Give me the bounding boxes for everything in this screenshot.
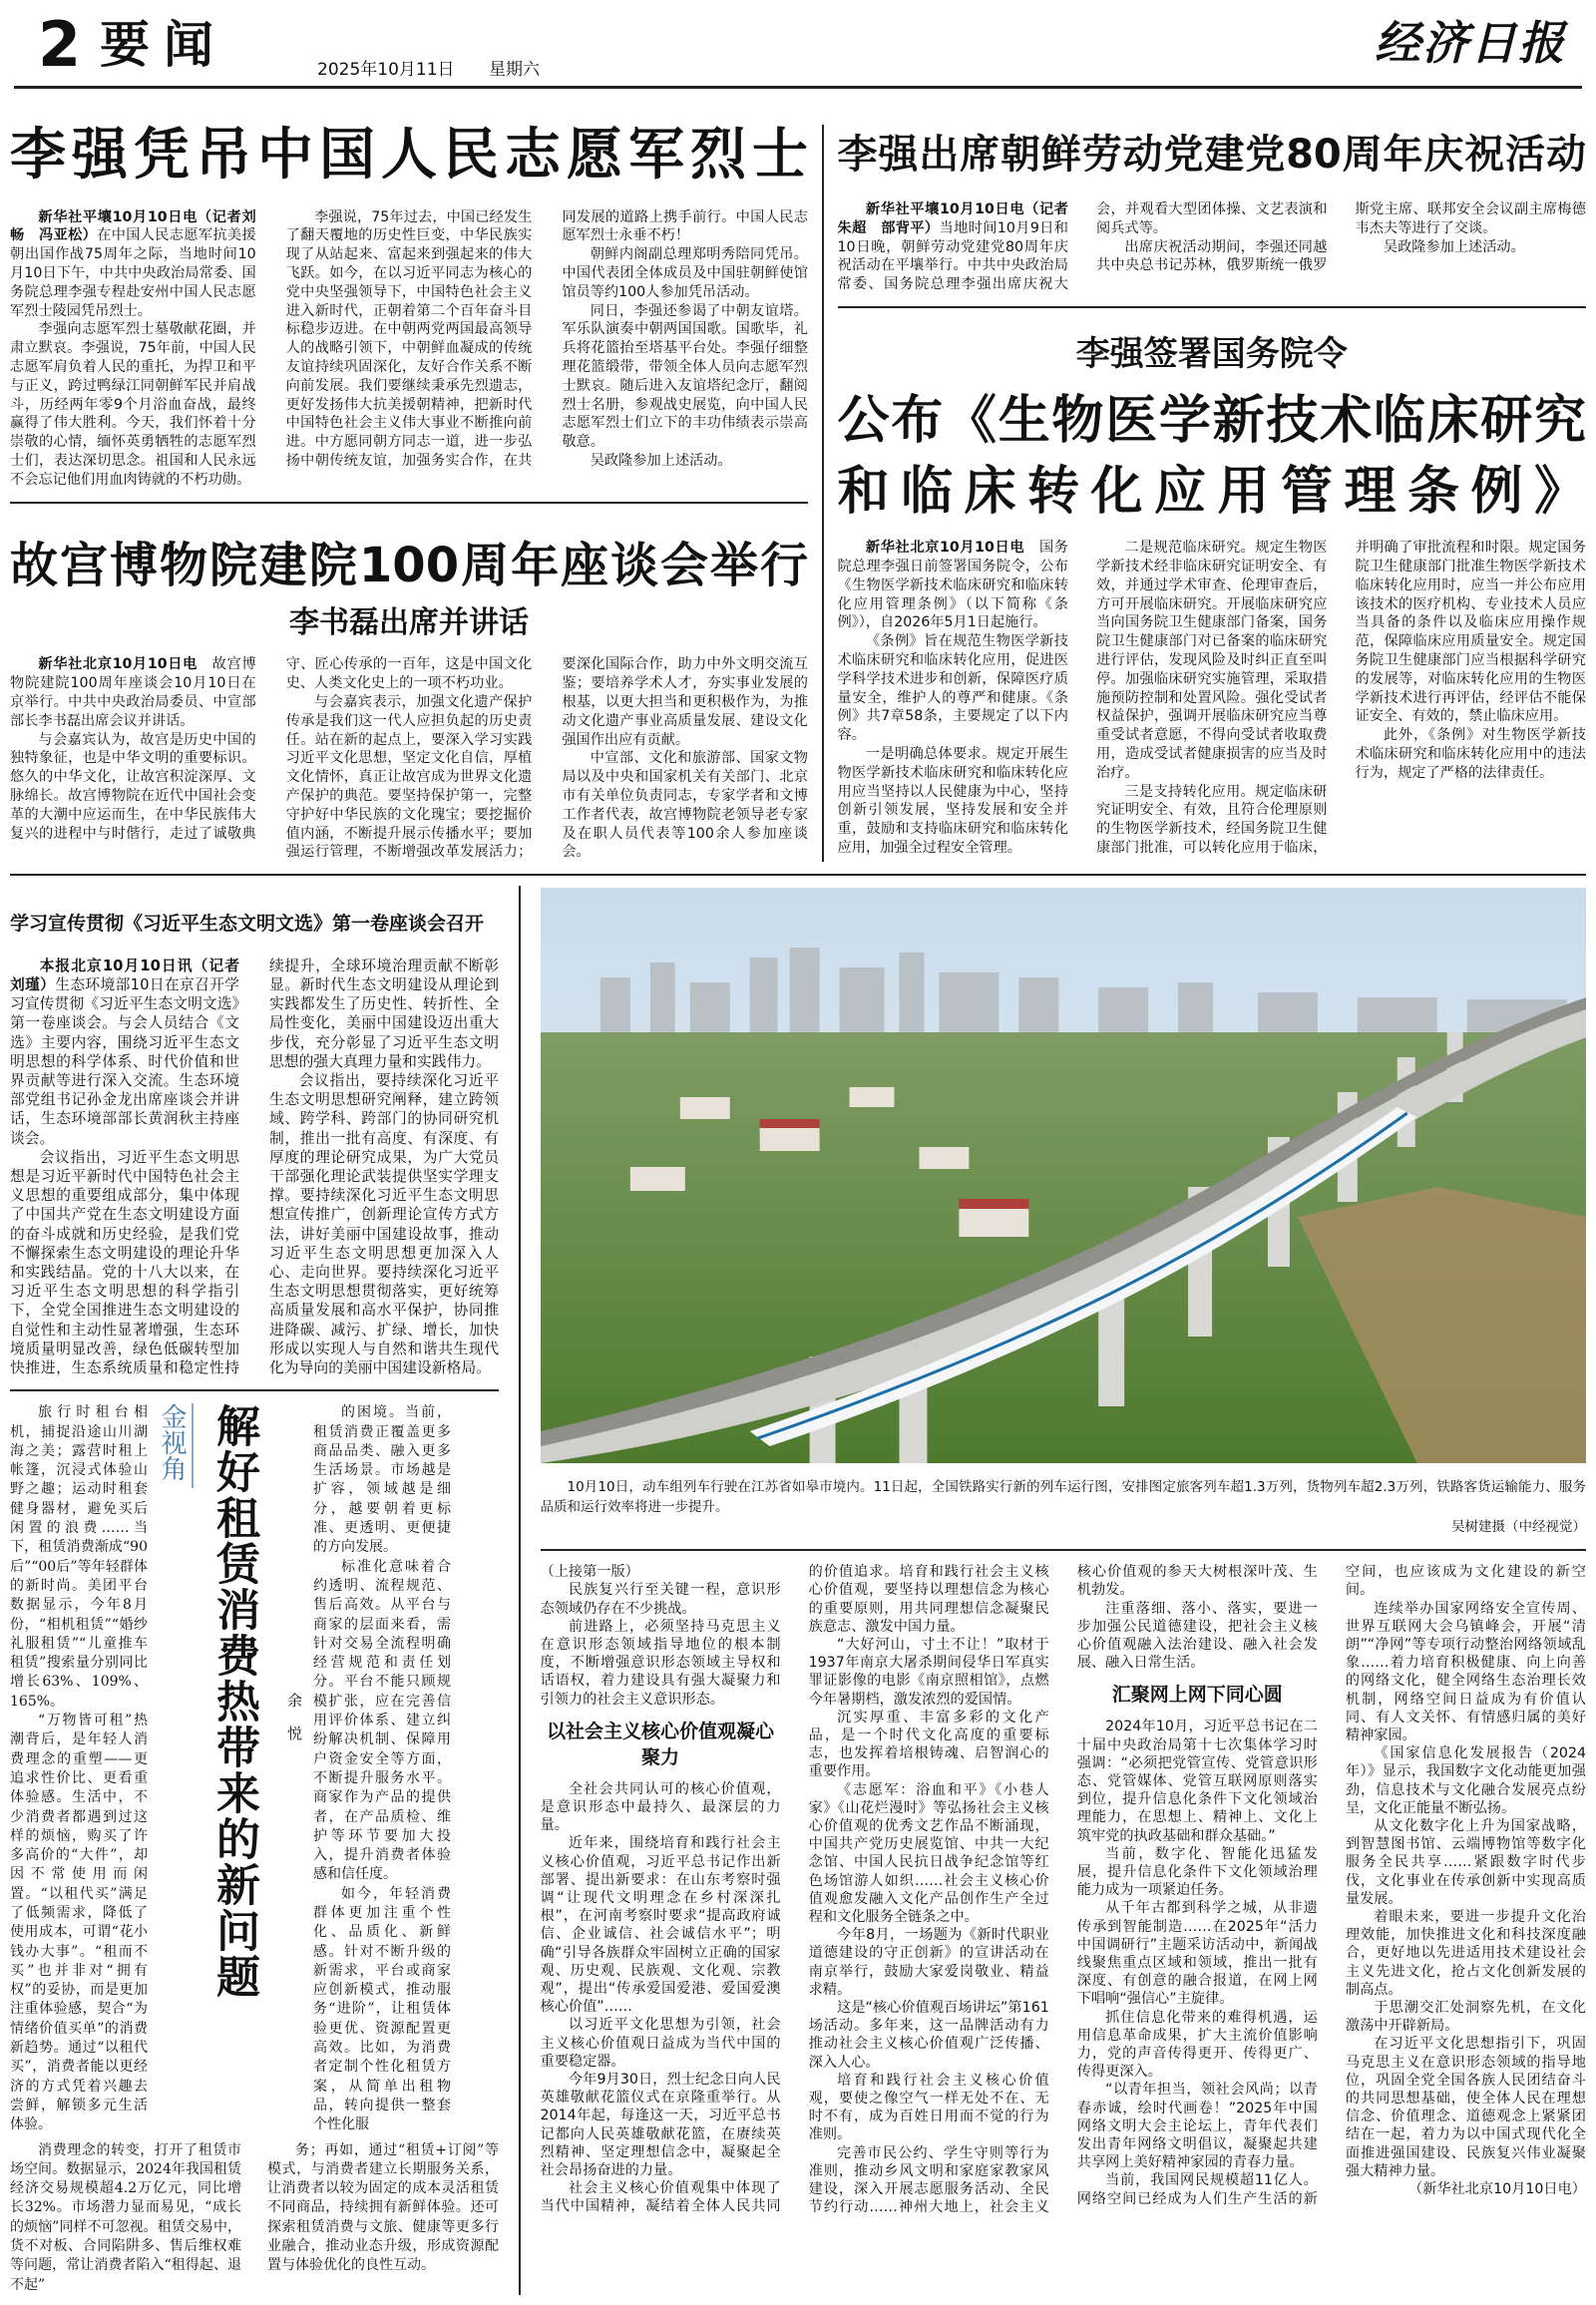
dateline: 新华社北京10月10日电: [865, 540, 1025, 557]
paragraph-text: 标准化意味着合约透明、流程规范、售后高效。从平台与商家的层面来看，需针对交易全流程明确经营规范和责任划分。平台不能只顾规模扩张，应在完善信用评价体系、建立纠纷解决机制、保障用户资金安全等方面，不断提升服务水平。商家作为产品的提供者，在产品质检、维护等环节要加大投入，提升消费者体验感和信任度。: [313, 1558, 451, 1883]
paragraph-text: 的困境。当前，租赁消费正覆盖更多商品品类、融入更多生活场景。市场越是扩容，领域越是细分，越要朝着更标准、更透明、更便捷的方向发展。: [313, 1404, 451, 1556]
paragraph-text: 同日，李强还参谒了中朝友谊塔。军乐队演奏中朝两国国歌。国歌毕，礼兵将花篮抬至塔基平台处。李强仔细整理花篮缎带，带领全体人员向志愿军烈士默哀。随后进入友谊塔纪念厅，翻阅烈士名册，参观战史展览，向中国人民志愿军烈士们立下的丰功伟绩表示崇高敬意。: [562, 302, 808, 451]
paragraph-text: 如今，年轻消费群体更加注重个性化、品质化、新鲜感。针对不断升级的新需求，平台或商家应创新模式，推动服务“进阶”，让租赁体验更优、资源配置更高效。比如，为消费者定制个性化租赁方案，从简单出租物品，转向提供一整套个性化服: [313, 1885, 451, 2133]
paragraph-text: 社会主义核心价值观集中体现了当代中国精神，凝结着全体人民共同的价值追求。培育和践行社会主义核心价值观，要坚持以理想信念为核心的重要原则，用共同理想信念凝聚民族意志、激发中国力量。: [540, 1564, 1049, 2215]
paragraph-text: 2024年10月，习近平总书记在二十届中央政治局第十七次集体学习时强调：“必须把党管宣传、党管意识形态、党管媒体、党管互联网原则落实到位，提升信息化条件下文化领域治理能力，在思想上、精神上、文化上筑牢党的执政基础和群众基础。”: [1076, 1719, 1318, 1844]
paragraph-text: 连续举办国家网络安全宣传周、世界互联网大会乌镇峰会，开展“清朗”“净网”等专项行动整治网络领域乱象……着力培育积极健康、向上向善的网络文化，健全网络生态治理长效机制，网络空间日益成为有价值认同、有人文关怀、有情感归属的美好精神家园。: [1345, 1600, 1586, 1743]
paragraph: [838, 632, 1069, 745]
column-divider: [519, 886, 521, 2295]
paragraph: [838, 539, 1069, 632]
newspaper-logo: 经济日报: [1375, 16, 1566, 70]
headline-regulation-line2: 和临床转化应用管理条例》: [837, 461, 1586, 522]
subheadline-palace-museum: 李书磊出席并讲话: [289, 605, 529, 641]
paragraph-text: 前进路上，必须坚持马克思主义在意识形态领域指导地位的根本制度，不断增强意识形态领域主导权和话语权，着力建设具有强大凝聚力和引领力的社会主义意识形态。: [540, 1618, 781, 1708]
paragraph: [562, 749, 808, 862]
paragraph-text: 以社会主义核心价值观凝心聚力: [547, 1720, 775, 1768]
top-right-column: [838, 125, 1587, 862]
top-band: [10, 125, 1586, 862]
paragraph-text: 务；再如，通过“租赁+订阅”等模式，与消费者建立长期服务关系，让消费者以较为固定的成本灵活租赁不同商品，持续拥有新鲜体验。还可探索租赁消费与文旅、健康等更多行业融合，推动业态升级，形成资源配置与体验优化的良性互动。: [267, 2141, 499, 2274]
article-rental-right-bottom: [267, 2141, 499, 2295]
paragraph: [809, 2072, 1049, 2144]
paragraph: [10, 655, 256, 730]
section-rule: [10, 1389, 499, 1391]
paragraph: [313, 1403, 451, 1557]
paragraph: [1077, 2081, 1318, 2171]
subheading: [541, 1719, 781, 1770]
paragraph-text: 全社会共同认可的核心价值观，是意识形态中最持久、最深层的力量。: [540, 1780, 781, 1834]
paragraph: [313, 1885, 451, 2135]
paragraph: [1346, 2180, 1586, 2198]
paragraph: [10, 1712, 148, 2135]
paragraph-text: 沉实厚重、丰富多彩的文化产品，是一个时代文化高度的重要标志，也发挥着培根铸魂、启智润心的重要作用。: [808, 1709, 1049, 1780]
masthead-rule: [14, 86, 1582, 89]
paragraph-text: 着眼未来，要进一步提升文化治理效能，加快推进文化和科技深度融合，更好地以先进适用技术建设社会主义先进文化，抢占文化创新发展的制高点。: [1345, 1908, 1586, 1998]
paragraph-text: 在习近平文化思想指引下，巩固马克思主义在意识形态领域的指导地位，巩固全党全国各族人民团结奋斗的共同思想基础，使全体人民在理想信念、价值理念、道德观念上紧紧团结在一起，着力为以中国式现代化全面推进强国建设、民族复兴伟业凝聚强大精神力量。: [1345, 2036, 1586, 2179]
paragraph: [1346, 2035, 1586, 2180]
headline-wpk-anniversary: 李强出席朝鲜劳动党建党80周年庆祝活动: [837, 132, 1586, 178]
paragraph: [541, 1563, 781, 1581]
paragraph-text: 从千年古都到科学之城，从非遗传承到智能制造……在2025年“活力中国调研行”主题采访活动中，新闻战线聚焦重点区域和领域，推出一批有深度、有创意的融合报道，在网上网下唱响“强信心”主旋律。: [1076, 1900, 1318, 2008]
paragraph-text: 当前，数字化、智能化迅猛发展，提升信息化条件下文化领域治理能力成为一项紧迫任务。: [1076, 1845, 1318, 1899]
paragraph: [562, 245, 808, 301]
paragraph-text: 《条例》旨在规范生物医学新技术临床研究和临床转化应用，促进医学科学技术进步和创新，保障医疗质量安全，维护人的尊严和健康。《条例》共7章58条，主要规定了以下内容。: [837, 633, 1068, 744]
paragraph: [1096, 539, 1328, 782]
headline-palace-museum: 故宫博物院建院100周年座谈会举行: [10, 537, 808, 593]
article-ecology-body: [10, 957, 499, 1377]
headline-rental: 解好租赁消费热带来的新问题: [208, 1403, 259, 2001]
paragraph-text: 于思潮交汇处洞察先机，在文化激荡中开辟新局。: [1345, 1999, 1586, 2035]
paragraph: [1346, 1817, 1586, 1908]
section-rule: [541, 1549, 1587, 1551]
paragraph: [1077, 1899, 1318, 2008]
paragraph-text: 近年来，围绕培育和践行社会主义核心价值观，习近平总书记作出新部署、提出新要求：在山东考察时强调“让现代文明理念在乡村深深扎根”，在河南考察时要求“提高政府诚信、企业诚信、社会诚信水平”；明确“引导各族群众牢固树立正确的国家观、历史观、民族观、文化观、宗教观”，提出“传承爱国爱港、爱国爱澳核心价值”……: [540, 1835, 781, 2016]
photo-caption-text: 10月10日，动车组列车行驶在江苏省如皋市境内。11日起，全国铁路实行新的列车运行图，安排图定旅客列车超1.3万列，货物列车超2.3万列，铁路客货运输能力、服务品质和运行效率将进一步提升。: [540, 1479, 1586, 1516]
paragraph-text: 会议指出，要持续深化习近平生态文明思想研究阐释，建立跨领域、跨学科、跨部门的协同研究机制，推出一批有高度、有深度、有厚度的理论研究成果，为广大党员干部强化理论武装提供坚实学理支撑。要持续深化习近平生态文明思想宣传推广，创新理论宣传方式方法，讲好美丽中国建设故事，推动习近平生态文明思想更加深入人心、走向世界。要持续深化习近平生态文明思想贯彻落实，更好统筹高质量发展和高水平保护，协同推进降碳、减污、扩绿、增长，加快形成以实现人与自然和谐共生现代化为导向的美丽中国建设新格局。: [269, 1072, 499, 1377]
paragraph-text: 国务院总理李强日前签署国务院令，公布《生物医学新技术临床研究和临床转化应用管理条例》（以下简称《条例》），自2026年5月1日起施行。: [837, 540, 1068, 631]
article-rental-left: [10, 1403, 148, 2134]
page-number: 2: [38, 8, 82, 81]
paragraph-text: 故宫博物院建院100周年座谈会10月10日在京举行。中共中央政治局委员、中宣部部长李书磊出席会议并讲话。: [10, 656, 256, 729]
paragraph: [809, 1999, 1049, 2072]
photo-credit: 吴树建摄（中经视觉）: [1451, 1519, 1586, 1536]
paragraph: [809, 1709, 1049, 1781]
paragraph-text: 培育和践行社会主义核心价值观，要使之像空气一样无处不在、无时不有，成为百姓日用而不觉的行为准则。: [808, 2072, 1049, 2143]
article-wpk-body: [838, 200, 1587, 294]
article-palace-body: [10, 655, 808, 862]
paragraph-text: 会议指出，习近平生态文明思想是习近平新时代中国特色社会主义思想的重要组成部分，集中体现了中国共产党在生态文明建设方面的奋斗成就和历史经验，是我们党不懈探索生态文明建设的理论升华和实践结晶。党的十八大以来，在习近平生态文明思想的科学指引下，全党全国推进生态文明建设的自觉性和主动性显著增强，生态环境质量明显改善，绿色低碳转型加快推进，生态系统质量和稳定性持续提升，全球环境治理贡献不断彰显。新时代生态文明建设从理论到实践都发生了历史性、转折性、全局性变化，美丽中国建设迈出重大步伐，充分彰显了习近平生态文明思想的强大真理力量和实践伟力。: [10, 957, 499, 1377]
paragraph-text: 《志愿军：浴血和平》《小巷人家》《山花烂漫时》等弘扬社会主义核心价值观的优秀文艺作品不断涌现，中国共产党历史展览馆、中共一大纪念馆、中国人民抗日战争纪念馆等红色场馆游人如织……社会主义核心价值观愈发融入文化产品创作生产全过程和文化服务全链条之中。: [808, 1781, 1049, 1925]
column-divider: [822, 125, 824, 862]
paragraph-text: 今年8月，一场题为《新时代职业道德建设的守正创新》的宣讲活动在南京举行，鼓励大家爱岗敬业、精益求精。: [808, 1927, 1049, 1998]
paragraph-text: 与会嘉宾认为，故宫是历史中国的独特象征，也是中华文明的重要标识。悠久的中华文化，让故宫积淀深厚、文脉绵长。故宫博物院在近代中国社会变革的大潮中应运而生，在中华民族伟大复兴的进程中与时偕行，走过了诚敬典守、匠心传承的一百年，这是中国文化史、人类文化史上的一项不朽功业。: [10, 656, 533, 842]
section-rule: [10, 502, 808, 504]
paragraph: [809, 1926, 1049, 1999]
train-photo: [541, 888, 1587, 1463]
paragraph: [541, 1780, 781, 1835]
paragraph: [541, 2016, 781, 2071]
paragraph-text: 民族复兴行至关键一程，意识形态领域仍存在不少挑战。: [540, 1582, 781, 1617]
paragraph-text: “万物皆可租”热潮背后，是年轻人消费理念的重塑——更追求性价比、更看重体验感。生活中，不少消费者都遇到过这样的烦恼，购买了许多高价的“大件”，却因不常使用而闲置。“以租代买”满足了低频需求，降低了使用成本，可谓“花小钱办大事”。“租而不买”也并非对“拥有权”的妥协，而是更加注重体验感，契合“为情绪价值买单”的消费新趋势。通过“以租代买”，消费者能以更经济的方式凭着兴趣去尝鲜，解锁多元生活体验。: [10, 1713, 148, 2133]
paragraph: [10, 957, 239, 1148]
article-rental: [10, 1403, 499, 2295]
paragraph: [10, 2141, 241, 2295]
article-rental-left-bottom: [10, 2141, 241, 2295]
paragraph-text: 以习近平文化思想为引领，社会主义核心价值观日益成为当代中国的重要稳定器。: [540, 2017, 781, 2070]
subheading: [1077, 1682, 1318, 1708]
paragraph-text: 从文化数字化上升为国家战略，到智慧图书馆、云端博物馆等数字化服务全民共享……紧跟数字时代步伐，文化事业在传承创新中实现高质量发展。: [1345, 1817, 1586, 1907]
paragraph-text: 旅行时租台相机，捕捉沿途山川湖海之美；露营时租上帐篷，沉浸式体验山野之趣；运动时租套健身器材，避免买后闲置的浪费……当下，租赁消费渐成“90后”“00后”等年轻群体的新时尚。美团平台数据显示，今年8月份，“相机租赁”“婚纱礼服租赁”“儿童推车租赁”搜索量分别同比增长63%、109%、165%。: [10, 1404, 148, 1710]
paragraph: [1346, 1600, 1586, 1745]
paragraph-text: 当地时间10月9日和10日晚，朝鲜劳动党建党80周年庆祝活动在平壤举行。中共中央政治局常委、国务院总理李强出席庆祝大会，并观看大型团体操、文艺表演和阅兵式等。: [837, 201, 1328, 293]
section-name: 要闻: [100, 15, 227, 74]
dateline: 本报北京10月10日讯（记者刘瑾）: [10, 957, 239, 993]
paragraph-text: 完善市民公约、学生守则等行为准则，推动乡风文明和家庭家教家风建设，深入开展志愿服务活动、全民节约行动……神州大地上，社会主义核心价值观的参天大树根深叶茂、生机勃发。: [808, 1564, 1318, 2216]
issue-date: 2025年10月11日: [317, 60, 455, 80]
article-regulation-body: [838, 539, 1587, 858]
paragraph-text: 此外，《条例》对生物医学新技术临床研究和临床转化应用中的违法行为，规定了严格的法律责任。: [1355, 727, 1586, 781]
paragraph: [1356, 238, 1587, 257]
paragraph: [541, 1618, 781, 1709]
issue-weekday: 星期六: [489, 60, 540, 80]
paragraph-text: 这是“核心价值观百场讲坛”第161场活动。多年来，这一品牌活动有力推动社会主义核心价值观广泛传播、深入人心。: [808, 1999, 1049, 2071]
paragraph: [541, 1834, 781, 2016]
author-name: 余悦: [285, 1693, 303, 1759]
article-volunteers-body: [10, 208, 808, 490]
article-culture-body: [541, 1563, 1587, 2216]
paragraph-text: （上接第一版）: [540, 1564, 639, 1581]
paragraph: [1077, 2009, 1318, 2082]
rental-top-row: [10, 1403, 499, 2134]
paragraph-text: 朝鲜内阁副总理郑明秀陪同凭吊。中国代表团全体成员及中国驻朝鲜使馆馆员等约100人参加凭吊活动。: [562, 246, 808, 300]
lower-left-column: [10, 886, 499, 2295]
article-rental-right: [313, 1403, 451, 2134]
paragraph-text: 李强说，75年过去，中国已经发生了翻天覆地的历史性巨变，中华民族实现了从站起来、富起来到强起来的伟大飞跃。如今，在以习近平同志为核心的党中央坚强领导下，中国特色社会主义进入新时代，正朝着第二个百年奋斗目标稳步迈进。在中朝两党两国最高领导人的战略引领下，中朝鲜血凝成的传统友谊持续巩固深化，友好合作关系不断向前发展。我们要继续秉承先烈遗志，更好发扬伟大抗美援朝精神，把新时代中国特色社会主义伟大事业不断推向前进。中方愿同朝方同志一道，进一步弘扬中朝传统友谊，加强务实合作，在共同发展的道路上携手前行。中国人民志愿军烈士永垂不朽！: [285, 208, 808, 469]
paragraph-text: 抓住信息化带来的难得机遇，运用信息革命成果，扩大主流价值影响力，党的声音传得更开、传得更广、传得更深入。: [1076, 2009, 1318, 2081]
dateline: 新华社北京10月10日电: [38, 656, 198, 673]
paragraph: [10, 1403, 148, 1712]
paragraph-text: 汇聚网上网下同心圆: [1111, 1684, 1283, 1707]
lower-band: [10, 886, 1586, 2295]
section-rule: [10, 874, 1586, 876]
paragraph: [1077, 1718, 1318, 1844]
paragraph: [1356, 726, 1587, 782]
paragraph-text: “以青年担当，领社会风尚；以青春赤诚，绘时代画卷！”2025年中国网络文明大会主论坛上，青年代表们发出青年网络文明倡议，凝聚起共建共享网上美好精神家园的青春力量。: [1076, 2082, 1318, 2171]
paragraph: [562, 452, 808, 471]
paragraph-text: 生态环境部10日在京召开学习宣传贯彻《习近平生态文明文选》第一卷座谈会。与会人员结合《文选》主要内容，围绕习近平生态文明思想的科学体系、时代价值和世界贡献等进行深入交流。生态环境部党组书记孙金龙出席座谈会并讲话，生态环境部部长黄润秋主持座谈会。: [10, 976, 239, 1147]
paragraph-text: 吴政隆参加上述活动。: [590, 452, 732, 469]
paragraph-text: 二是规范临床研究。规定生物医学新技术经非临床研究证明安全、有效，并通过学术审查、伦理审查后，方可开展临床研究。开展临床研究应当向国务院卫生健康部门备案，国务院卫生健康部门对已备案的临床研究进行评估，发现风险及时纠正直至叫停。加强临床研究实施管理，采取措施预防控制和处置风险。强化受试者权益保护，强调开展临床研究应当尊重受试者意愿，不得向受试者收取费用，造成受试者健康损害的应当及时治疗。: [1096, 540, 1328, 781]
paragraph: [10, 208, 256, 321]
rental-bottom-row: [10, 2141, 499, 2295]
paragraph-text: 三是支持转化应用。规定临床研究证明安全、有效，且符合伦理原则的生物医学新技术，经国务院卫生健康部门批准，可以转化应用于临床，并明确了审批流程和时限。规定国务院卫生健康部门批准生物医学新技术临床转化应用时，应当一并公布应用该技术的医疗机构、专业技术人员应当具备的条件以及临床应用操作规范，保障临床应用质量安全。规定国务院卫生健康部门应当根据科学研究的发展等，对临床转化应用的生物医学新技术进行再评估，经评估不能保证安全、有效的，禁止临床应用。: [1096, 540, 1586, 856]
paragraph: [1077, 1600, 1318, 1673]
paragraph-text: 吴政隆参加上述活动。: [1383, 238, 1525, 255]
paragraph: [541, 2071, 781, 2179]
photo-caption: [541, 1477, 1587, 1517]
kicker-regulation: 李强签署国务院令: [1075, 333, 1348, 374]
paragraph: [1346, 1908, 1586, 1999]
dateline: 新华社平壤10月10日电（记者朱超 部背平）: [837, 201, 1068, 236]
paragraph: [10, 320, 256, 489]
paragraph-text: 与会嘉宾表示，加强文化遗产保护传承是我们这一代人应担负起的历史责任。站在新的起点上，要深入学习实践习近平文化思想，坚定文化自信，厚植文化情怀，真正让故宫成为世界文化遗产保护的典范。要坚持保护第一，完整守护好中华民族的文化瑰宝；要挖掘价值内涵，不断提升展示传播水平；要加强运行管理，不断增强改革发展活力；要深化国际合作，助力中外文明交流互鉴；要培养学术人才，夯实事业发展的根基，以更大担当和更积极作为，为推动文化遗产事业高质量发展、建设文化强国作出应有贡献。: [285, 656, 808, 861]
paragraph-text: 消费理念的转变，打开了租赁市场空间。数据显示，2024年我国租赁经济交易规模超4.2万亿元，同比增长32%。市场潜力显而易见，“成长的烦恼”同样不可忽视。租赁交易中，货不对板、合同陷阱多、售后维权难等问题，常让消费者陷入“租得起、退不起”: [10, 2141, 241, 2293]
high-speed-train-image: [541, 888, 1587, 1463]
paragraph-text: 一是明确总体要求。规定开展生物医学新技术临床研究和临床转化应用应当坚持以人民健康为中心，坚持创新引领发展，坚持发展和安全并重，鼓励和支持临床研究和临床转化应用，加强全过程安全管理。: [837, 745, 1068, 856]
headline-volunteers: 李强凭吊中国人民志愿军烈士: [10, 123, 808, 188]
paragraph: [1077, 1845, 1318, 1900]
paragraph-text: “大好河山，寸土不让！”取材于1937年南京大屠杀期间侵华日军真实罪证影像的电影《南京照相馆》，点燃今年暑期档，激发浓烈的爱国情。: [808, 1636, 1049, 1708]
paragraph-text: 出席庆祝活动期间，李强还同越共中央总书记苏林，俄罗斯统一俄罗斯党主席、联邦安全会议副主席梅德韦杰夫等进行了交谈。: [1096, 201, 1586, 274]
headline-regulation-line1: 公布《生物医学新技术临床研究: [837, 390, 1586, 451]
paragraph: [838, 745, 1069, 858]
paragraph: [809, 1781, 1049, 1927]
paragraph-text: 今年9月30日，烈士纪念日向人民英雄敬献花篮仪式在京隆重举行。从2014年起，每逢这一天，习近平总书记都向人民英雄敬献花篮，在赓续英烈精神、坚定理想信念中，凝聚起全社会昂扬奋进的力量。: [540, 2071, 781, 2178]
paragraph-text: 《国家信息化发展报告（2024年）》显示，我国数字文化动能更加强劲，信息技术与文化融合发展亮点纷呈，文化正能量不断弘扬。: [1345, 1745, 1586, 1816]
paragraph: [313, 1558, 451, 1885]
top-left-column: [10, 125, 808, 862]
paragraph-text: 注重落细、落小、落实，要进一步加强公民道德建设，把社会主义核心价值观融入法治建设、融入社会发展、融入日常生活。: [1076, 1600, 1318, 1672]
dateline: 新华社平壤10月10日电（记者刘畅 冯亚松）: [10, 208, 256, 244]
column-label-text: 金视角: [157, 1403, 187, 1482]
paragraph-text: （新华社北京10月10日电）: [1408, 2181, 1586, 2198]
paragraph: [541, 1581, 781, 1617]
paragraph-text: 中宣部、文化和旅游部、国家文物局以及中央和国家机关有关部门、北京市有关单位负责同志，专家学者和文博工作者代表，故宫博物院老领导老专家及在职人员代表等100余人参加座谈会。: [562, 750, 808, 861]
paragraph: [267, 2141, 499, 2276]
paragraph-text: 李强向志愿军烈士墓敬献花圈，并肃立默哀。李强说，75年前，中国人民志愿军肩负着人民的重托，为捍卫和平与正义，跨过鸭绿江同朝鲜军民并肩战斗，历经两年零9个月浴血奋战，最终赢得了伟大胜利。今天，我们怀着十分崇敬的心情，缅怀英勇牺牲的志愿军烈士们，表达深切思念。祖国和人民永远不会忘记他们用血肉铸就的不朽功勋。: [10, 321, 256, 488]
paragraph-text: 当前，我国网民规模超11亿人。网络空间已经成为人们生产生活的新空间，也应该成为文化建设的新空间。: [1076, 1564, 1586, 2207]
paragraph: [809, 1636, 1049, 1709]
paragraph: [1346, 1744, 1586, 1817]
paragraph: [269, 1071, 499, 1377]
paragraph: [1346, 1999, 1586, 2035]
paragraph-text: 在中国人民志愿军抗美援朝出国作战75周年之际，当地时间10月10日下午，中共中央政治局常委、国务院总理李强专程赴安州中国人民志愿军烈士陵园凭吊烈士。: [10, 227, 256, 319]
lower-right-column: [541, 886, 1587, 2295]
headline-ecology: 学习宣传贯彻《习近平生态文明文选》第一卷座谈会召开: [10, 913, 485, 936]
masthead: [10, 0, 1586, 86]
column-label: [156, 1403, 194, 1488]
section-rule: [838, 306, 1587, 308]
paragraph: [562, 302, 808, 452]
